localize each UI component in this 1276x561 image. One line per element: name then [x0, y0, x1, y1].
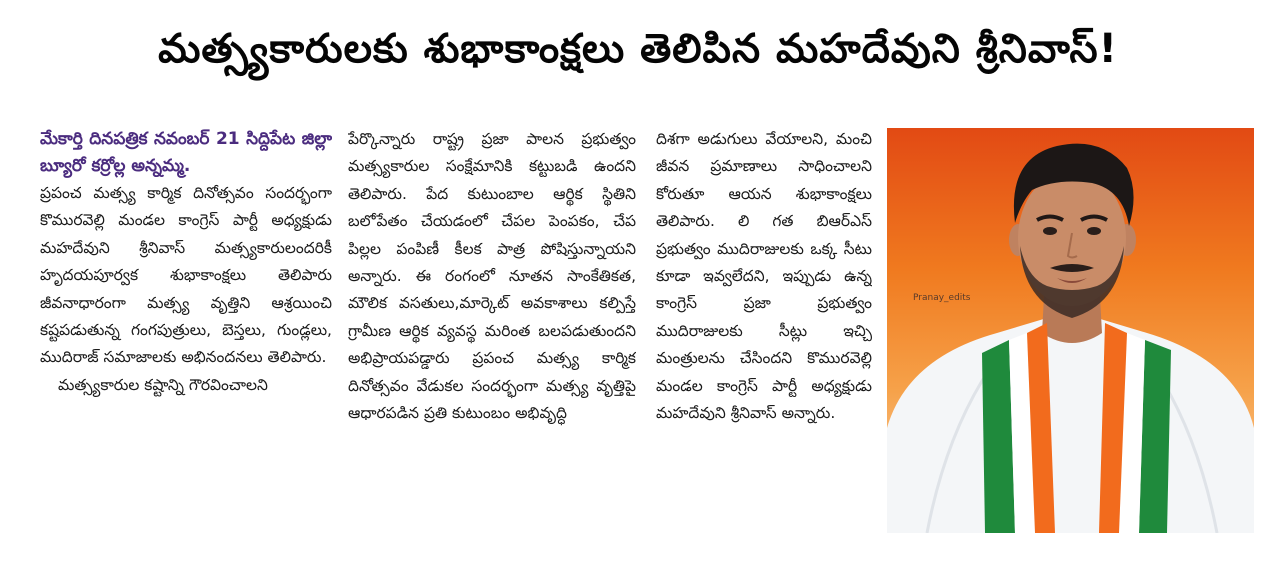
article-column-1: [40, 126, 332, 556]
portrait-illustration: [887, 128, 1254, 533]
article-paragraph-2: మత్స్యకారుల కష్టాన్ని గౌరవించాలని: [58, 375, 268, 394]
photo-watermark: Pranay_edits: [913, 293, 971, 303]
headline: మత్స్యకారులకు శుభాకాంక్షలు తెలిపిన మహదేవుని శ్రీనివాస్!: [158, 26, 1118, 72]
article-column-3: [656, 126, 872, 556]
byline: మేకార్తి దినపత్రిక నవంబర్ 21 సిద్దిపేట జిల్లా బ్యూరో కర్రోల్ల అన్నమ్మ.: [40, 129, 332, 176]
article-column-3-text: దిశగా అడుగులు వేయాలని, మంచి జీవన ప్రమాణాలు సాధించాలని కోరుతూ ఆయన శుభాకాంక్షలు తెలిపారు. లి గత బిఆర్ఎస్ ప్రభుత్వం ముదిరాజులకు ఒక్క సీటు కూడా ఇవ్వలేదని, ఇప్పుడు ఉన్న కాంగ్రెస్ ప్రజా ప్రభుత్వం ముదిరాజులకు సీట్లు ఇచ్చి మంత్రులను చేసిందని కొమురవెల్లి మండల కాంగ్రెస్ పార్టీ అధ్యక్షుడు మహదేవుని శ్రీనివాస్ అన్నారు.: [656, 130, 872, 423]
portrait-photo: [887, 128, 1254, 533]
article-column-2-text: పేర్కొన్నారు రాష్ట్ర ప్రజా పాలన ప్రభుత్వం మత్స్యకారుల సంక్షేమానికి కట్టుబడి ఉందని తెలిపారు. పేద కుటుంబాల ఆర్థిక స్థితిని బలోపేతం చేయడంలో చేపల పెంపకం, చేప పిల్లల పంపిణీ కీలక పాత్ర పోషిస్తున్నాయని అన్నారు. ఈ రంగంలో నూతన సాంకేతికత, మౌలిక వసతులు,మార్కెట్ అవకాశాలు కల్పిస్తే గ్రామీణ ఆర్థిక వ్యవస్థ మరింత బలపడుతుందని అభిప్రాయపడ్డారు ప్రపంచ మత్స్య కార్మిక దినోత్సవం వేడుకల సందర్భంగా మత్స్య వృత్తిపై ఆధారపడిన ప్రతి కుటుంబం అభివృద్ధి: [348, 130, 636, 423]
article-column-2: [348, 126, 636, 556]
article-paragraph-1: ప్రపంచ మత్స్య కార్మిక దినోత్సవం సందర్భంగా కొమురవెల్లి మండల కాంగ్రెస్ పార్టీ అధ్యక్షుడు మహదేవుని శ్రీనివాస్ మత్స్యకారులందరికీ హృదయపూర్వక శుభాకాంక్షలు తెలిపారు జీవనాధారంగా మత్స్య వృత్తిని ఆశ్రయించి కష్టపడుతున్న గంగపుత్రులు, బెస్తలు, గుండ్లలు, ముదిరాజ్ సమాజాలకు అభినందనలు తెలిపారు.: [40, 184, 332, 367]
